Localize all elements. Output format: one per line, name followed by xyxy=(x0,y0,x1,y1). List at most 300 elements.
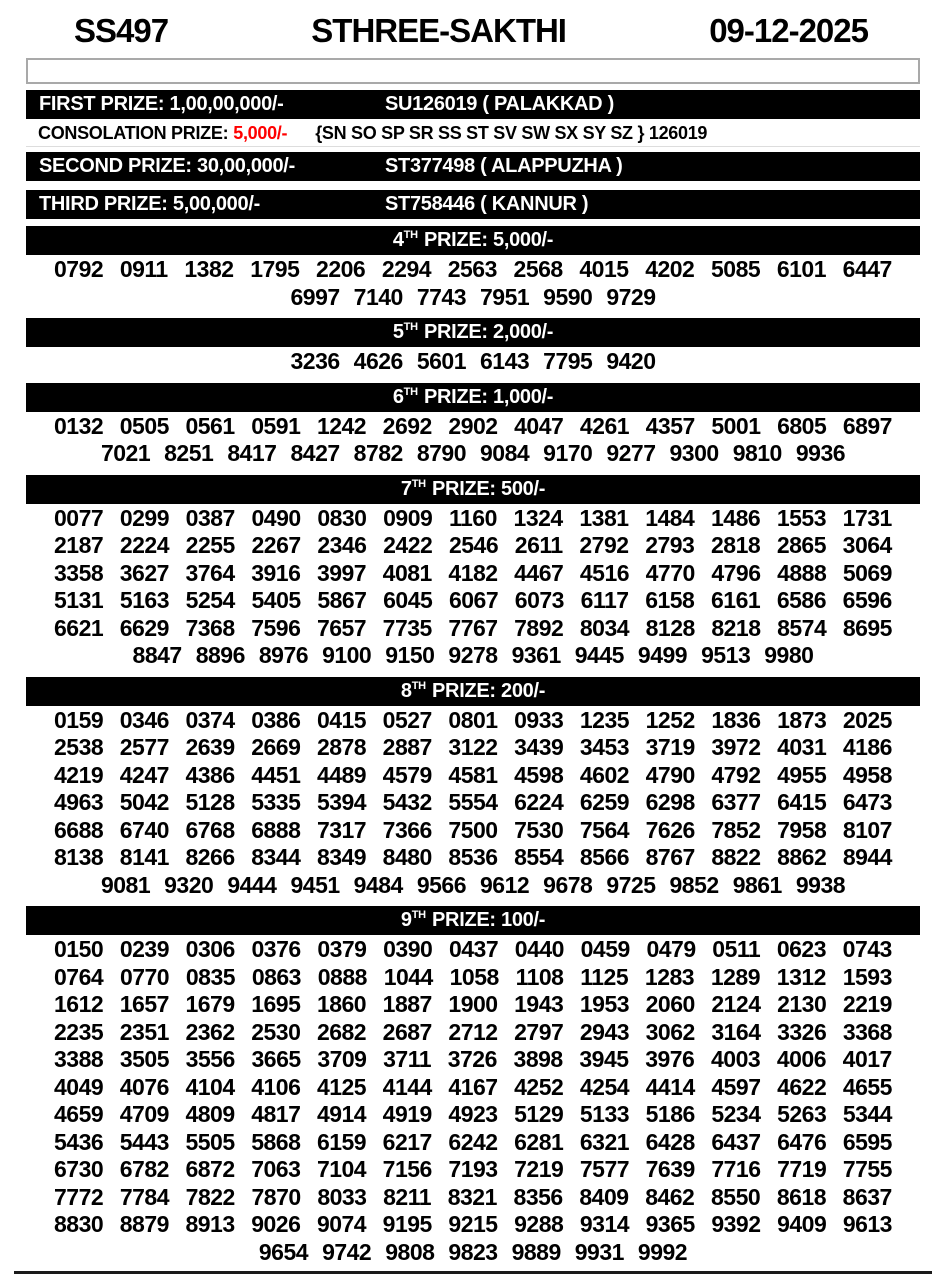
prize-number: 7657 xyxy=(316,614,367,641)
draw-code: SS497 xyxy=(74,12,169,49)
prize-number: 9484 xyxy=(353,871,403,898)
prize-number: 9810 xyxy=(732,440,782,466)
prize-number: 7564 xyxy=(579,816,630,843)
prize-number: 4144 xyxy=(382,1073,432,1100)
prize-numbers-row xyxy=(54,734,892,762)
prize-number: 5186 xyxy=(645,1101,695,1127)
prize-number: 4602 xyxy=(579,761,630,788)
prize-number: 9084 xyxy=(480,440,530,466)
prize-number: 8033 xyxy=(317,1183,367,1210)
prize-number: 2943 xyxy=(579,1018,630,1045)
prize-number: 6805 xyxy=(777,412,827,439)
prize-number: 0386 xyxy=(251,706,301,733)
prize-number: 2130 xyxy=(777,991,827,1017)
prize-number: 5601 xyxy=(416,348,466,374)
prize-number: 3665 xyxy=(251,1046,301,1072)
prize-tier-header xyxy=(26,906,920,935)
prize-numbers-row xyxy=(54,991,892,1019)
prize-number: 9451 xyxy=(290,871,340,898)
prize-number: 1324 xyxy=(513,504,563,531)
prize-number: 0591 xyxy=(251,412,301,439)
prize-number: 3711 xyxy=(383,1046,432,1072)
prize-numbers-row xyxy=(54,789,892,817)
prize-number: 4581 xyxy=(448,761,498,788)
prize-number: 6473 xyxy=(842,789,892,815)
prize-number: 5394 xyxy=(316,789,367,815)
prize-numbers-grid xyxy=(54,505,892,670)
prize-number: 3764 xyxy=(185,559,235,586)
prize-numbers-grid xyxy=(54,707,892,900)
prize-number: 2669 xyxy=(251,734,301,760)
prize-number: 7755 xyxy=(842,1156,892,1182)
prize-number: 4659 xyxy=(54,1101,104,1127)
prize-number: 8349 xyxy=(316,844,367,870)
prize-number: 2060 xyxy=(645,991,695,1017)
prize-number: 0479 xyxy=(646,936,696,962)
prize-number: 1160 xyxy=(448,504,497,531)
prize-number: 6596 xyxy=(842,587,892,613)
prize-number: 0132 xyxy=(54,412,104,439)
prize-number: 8344 xyxy=(251,844,301,870)
prize-number: 1836 xyxy=(711,706,761,733)
prize-number: 2865 xyxy=(776,532,827,558)
prize-number: 3916 xyxy=(251,559,301,586)
prize-number: 6595 xyxy=(842,1128,892,1155)
prize-number: 2692 xyxy=(382,412,432,439)
prize-number: 0561 xyxy=(185,412,235,439)
prize-number: 7530 xyxy=(514,816,564,843)
third-prize-bar xyxy=(26,190,920,219)
prize-number: 0830 xyxy=(317,504,367,531)
prize-number: 6415 xyxy=(777,789,827,815)
prize-number: 6629 xyxy=(119,614,169,641)
prize-number: 9150 xyxy=(385,642,435,668)
prize-number: 7366 xyxy=(382,816,432,843)
prize-number: 8830 xyxy=(54,1211,104,1237)
prize-number: 6621 xyxy=(54,614,104,641)
prize-number: 2682 xyxy=(316,1018,367,1045)
prize-number: 7193 xyxy=(448,1156,498,1182)
prize-number: 9889 xyxy=(511,1238,561,1265)
prize-number: 4031 xyxy=(777,734,827,760)
prize-number: 4182 xyxy=(448,559,498,586)
prize-number: 5069 xyxy=(842,559,892,586)
prize-number: 9100 xyxy=(322,642,372,668)
prize-number: 8356 xyxy=(513,1183,563,1210)
prize-number: 0801 xyxy=(448,706,498,733)
prize-number: 4106 xyxy=(251,1073,301,1100)
prize-numbers-row xyxy=(54,1046,892,1074)
prize-number: 1058 xyxy=(449,963,499,990)
prize-number: 4219 xyxy=(54,761,104,788)
prize-number: 9314 xyxy=(579,1211,630,1237)
prize-number: 9300 xyxy=(669,440,719,466)
prize-numbers-row xyxy=(54,1019,892,1047)
prize-number: 1252 xyxy=(645,706,695,733)
prize-number: 7104 xyxy=(316,1156,367,1182)
prize-number: 4247 xyxy=(119,761,169,788)
prize-number: 5254 xyxy=(185,587,235,613)
prize-number: 5133 xyxy=(579,1101,630,1127)
prize-number: 7743 xyxy=(416,283,466,310)
prize-tier-title: 7TH PRIZE: 500/- xyxy=(400,477,546,500)
prize-number: 0770 xyxy=(119,963,170,990)
prize-number: 6101 xyxy=(776,256,827,282)
prize-number: 4963 xyxy=(54,789,104,815)
prize-number: 1044 xyxy=(383,963,433,990)
prize-number: 8896 xyxy=(195,642,245,668)
prize-number: 5554 xyxy=(448,789,498,815)
prize-number: 0346 xyxy=(119,706,169,733)
prize-number: 6298 xyxy=(645,789,695,815)
prize-number: 1860 xyxy=(316,991,367,1017)
second-prize-label: SECOND PRIZE: 30,00,000/- xyxy=(39,155,295,177)
prize-number: 9320 xyxy=(164,871,214,898)
prize-number: 4622 xyxy=(777,1073,827,1100)
prize-number: 9513 xyxy=(701,642,751,668)
prize-number: 3945 xyxy=(579,1046,629,1072)
prize-number: 4386 xyxy=(185,761,235,788)
prize-numbers-row xyxy=(54,440,892,468)
prize-number: 7500 xyxy=(448,816,498,843)
prize-number: 9392 xyxy=(711,1211,761,1237)
prize-number: 0527 xyxy=(382,706,432,733)
first-prize-label: FIRST PRIZE: 1,00,00,000/- xyxy=(39,93,284,115)
prize-number: 5263 xyxy=(777,1101,827,1127)
first-prize-bar xyxy=(26,90,920,119)
prize-number: 4955 xyxy=(777,761,827,788)
prize-number: 7822 xyxy=(185,1183,235,1210)
prize-number: 3453 xyxy=(579,734,630,760)
prize-number: 4252 xyxy=(514,1073,564,1100)
prize-numbers-row xyxy=(54,587,892,615)
prize-number: 1612 xyxy=(54,991,104,1017)
prize-number: 5505 xyxy=(185,1128,235,1155)
prize-tier-header xyxy=(26,318,920,347)
prize-number: 7317 xyxy=(316,816,367,843)
prize-number: 8480 xyxy=(382,844,432,870)
prize-number: 2818 xyxy=(711,532,761,558)
consolation-series: {SN SO SP SR SS ST SV SW SX SY SZ } 126019 xyxy=(315,122,708,143)
prize-number: 7958 xyxy=(777,816,827,843)
prize-tier-title: 6TH PRIZE: 1,000/- xyxy=(392,385,554,408)
prize-tier-section xyxy=(0,383,946,468)
prize-number: 0376 xyxy=(251,936,301,962)
prize-number: 9215 xyxy=(448,1211,498,1237)
prize-number: 3726 xyxy=(447,1046,497,1072)
prize-number: 6740 xyxy=(119,816,169,843)
prize-number: 2422 xyxy=(383,532,433,558)
prize-number: 6159 xyxy=(316,1128,367,1155)
prize-number: 0888 xyxy=(317,963,367,990)
prize-number: 6067 xyxy=(448,587,499,613)
prize-number: 1381 xyxy=(579,504,629,531)
prize-number: 6888 xyxy=(251,816,301,843)
prize-number: 8695 xyxy=(842,614,892,641)
prize-numbers-row xyxy=(54,505,892,533)
prize-tier-section xyxy=(0,475,946,670)
prize-number: 0459 xyxy=(580,936,630,962)
prize-number: 7892 xyxy=(514,614,564,641)
prize-number: 3709 xyxy=(317,1046,367,1072)
prize-number: 8034 xyxy=(579,614,630,641)
prize-number: 8141 xyxy=(119,844,169,870)
prize-number: 7156 xyxy=(382,1156,432,1182)
prize-number: 4914 xyxy=(316,1101,367,1127)
prize-number: 0415 xyxy=(316,706,367,733)
prize-number: 4254 xyxy=(579,1073,630,1100)
prize-number: 5042 xyxy=(119,789,169,815)
prize-numbers-row xyxy=(54,1101,892,1129)
prize-number: 6377 xyxy=(711,789,761,815)
prize-number: 3388 xyxy=(54,1046,104,1072)
prize-number: 9742 xyxy=(322,1238,372,1265)
prize-number: 4796 xyxy=(711,559,761,586)
prize-number: 1943 xyxy=(514,991,564,1017)
prize-tier-header xyxy=(26,475,920,504)
prize-number: 4006 xyxy=(776,1046,827,1072)
prize-number: 4888 xyxy=(777,559,827,586)
third-prize-ticket: ST758446 ( KANNUR ) xyxy=(385,193,589,215)
prize-number: 6586 xyxy=(776,587,827,613)
prize-number: 2712 xyxy=(448,1018,498,1045)
prize-number: 2224 xyxy=(119,532,169,558)
prize-number: 1657 xyxy=(119,991,169,1017)
prize-number: 0390 xyxy=(383,936,433,962)
prize-numbers-row xyxy=(54,1156,892,1184)
prize-number: 8321 xyxy=(447,1183,497,1210)
prize-number: 9278 xyxy=(448,642,498,668)
prize-number: 1486 xyxy=(711,504,761,531)
prize-number: 5128 xyxy=(185,789,235,815)
prize-number: 7219 xyxy=(514,1156,564,1182)
prize-numbers-row xyxy=(54,532,892,560)
prize-tier-header xyxy=(26,226,920,255)
prize-number: 4597 xyxy=(711,1073,761,1100)
prize-number: 8211 xyxy=(383,1183,432,1210)
prize-number: 8427 xyxy=(290,440,340,466)
prize-number: 5001 xyxy=(711,412,761,439)
prize-number: 0440 xyxy=(514,936,564,962)
prize-number: 8138 xyxy=(54,844,104,870)
prize-number: 0306 xyxy=(185,936,235,962)
prize-tier-section xyxy=(0,318,946,376)
prize-number: 0387 xyxy=(185,504,235,531)
search-input[interactable] xyxy=(26,58,920,84)
prize-number: 4017 xyxy=(842,1046,892,1072)
prize-number: 7772 xyxy=(54,1183,104,1210)
prize-numbers-row xyxy=(54,284,892,312)
prize-number: 1283 xyxy=(644,963,695,990)
prize-number: 0933 xyxy=(514,706,564,733)
prize-number: 0743 xyxy=(842,936,892,962)
consolation-label: CONSOLATION PRIZE: xyxy=(38,122,229,143)
prize-number: 2639 xyxy=(185,734,235,760)
prize-number: 4579 xyxy=(382,761,432,788)
prize-number: 0792 xyxy=(54,256,104,282)
prize-number: 9992 xyxy=(637,1238,688,1265)
prize-number: 1887 xyxy=(382,991,432,1017)
prize-number: 4919 xyxy=(382,1101,432,1127)
prize-number: 6872 xyxy=(185,1156,235,1182)
prize-number: 5868 xyxy=(251,1128,301,1155)
prize-number: 3997 xyxy=(316,559,367,586)
prize-number: 3627 xyxy=(119,559,169,586)
prize-number: 9195 xyxy=(382,1211,432,1237)
prize-numbers-row xyxy=(54,642,892,670)
prize-number: 7795 xyxy=(543,348,593,374)
prize-number: 1235 xyxy=(579,706,630,733)
prize-number: 6259 xyxy=(579,789,630,815)
prize-number: 5344 xyxy=(842,1101,892,1127)
prize-number: 2267 xyxy=(251,532,301,558)
prize-number: 0239 xyxy=(119,936,169,962)
consolation-row xyxy=(26,120,920,147)
prize-number: 2887 xyxy=(382,734,432,760)
prize-numbers-grid xyxy=(54,936,892,1266)
prize-number: 1382 xyxy=(184,256,234,282)
prize-number: 9081 xyxy=(100,871,151,898)
prize-number: 4489 xyxy=(316,761,367,788)
prize-number: 8879 xyxy=(119,1211,169,1237)
prize-tier-title: 8TH PRIZE: 200/- xyxy=(400,679,546,702)
prize-number: 9823 xyxy=(448,1238,498,1265)
prize-number: 0505 xyxy=(119,412,169,439)
prize-number: 8409 xyxy=(579,1183,629,1210)
prize-number: 9613 xyxy=(842,1211,892,1237)
prize-number: 6768 xyxy=(185,816,235,843)
prize-number: 3122 xyxy=(448,734,498,760)
prize-number: 4817 xyxy=(251,1101,301,1127)
prize-numbers-row xyxy=(54,1129,892,1157)
prize-number: 1900 xyxy=(448,991,498,1017)
prize-numbers-row xyxy=(54,936,892,964)
prize-number: 5163 xyxy=(119,587,169,613)
prize-number: 9420 xyxy=(606,348,656,374)
prize-number: 8782 xyxy=(353,440,403,466)
prize-number: 9566 xyxy=(416,871,466,898)
prize-number: 7639 xyxy=(645,1156,695,1182)
prize-number: 3064 xyxy=(842,532,892,558)
prize-number: 0150 xyxy=(54,936,104,962)
prize-number: 0077 xyxy=(54,504,104,531)
prize-number: 1125 xyxy=(580,963,629,990)
prize-numbers-row xyxy=(54,707,892,735)
prize-number: 0863 xyxy=(251,963,301,990)
prize-number: 8266 xyxy=(185,844,235,870)
prize-number: 0437 xyxy=(448,936,499,962)
prize-number: 8790 xyxy=(416,440,466,466)
prize-number: 9808 xyxy=(385,1238,435,1265)
prize-number: 6782 xyxy=(119,1156,169,1182)
prize-number: 2568 xyxy=(513,256,563,282)
prize-number: 0835 xyxy=(185,963,236,990)
prize-number: 4809 xyxy=(185,1101,235,1127)
prize-number: 6437 xyxy=(711,1128,761,1155)
prize-number: 6117 xyxy=(580,587,629,613)
prize-number: 5405 xyxy=(251,587,301,613)
lower-prize-sections xyxy=(0,226,946,1266)
prize-number: 7767 xyxy=(448,614,498,641)
prize-number: 0909 xyxy=(383,504,433,531)
prize-numbers-row xyxy=(54,872,892,900)
prize-number: 5443 xyxy=(119,1128,169,1155)
prize-number: 4015 xyxy=(579,256,629,282)
prize-number: 4655 xyxy=(842,1073,892,1100)
prize-tier-title: 4TH PRIZE: 5,000/- xyxy=(392,229,554,251)
third-prize-label: THIRD PRIZE: 5,00,000/- xyxy=(39,193,260,215)
prize-number: 2687 xyxy=(382,1018,432,1045)
prize-number: 6217 xyxy=(382,1128,432,1155)
prize-number: 5131 xyxy=(54,587,104,613)
prize-number: 9931 xyxy=(574,1238,624,1265)
prize-number: 3505 xyxy=(119,1046,169,1072)
prize-number: 2294 xyxy=(381,256,432,282)
prize-numbers-row xyxy=(54,348,892,376)
prize-number: 1108 xyxy=(515,963,564,990)
prize-number: 2538 xyxy=(54,734,104,760)
prize-number: 4357 xyxy=(645,412,695,439)
prize-number: 2206 xyxy=(316,256,366,282)
prize-number: 1731 xyxy=(842,504,892,531)
prize-tier-header xyxy=(26,383,920,412)
prize-number: 8536 xyxy=(448,844,498,870)
prize-number: 8554 xyxy=(514,844,564,870)
prize-number: 0623 xyxy=(776,936,827,962)
prize-number: 1873 xyxy=(777,706,827,733)
prize-number: 9612 xyxy=(480,871,530,898)
first-prize-ticket: SU126019 ( PALAKKAD ) xyxy=(385,93,614,115)
prize-number: 4626 xyxy=(353,348,403,374)
prize-number: 7368 xyxy=(185,614,235,641)
prize-number: 6161 xyxy=(711,587,761,613)
prize-number: 4923 xyxy=(448,1101,498,1127)
page-header xyxy=(0,0,946,54)
prize-number: 3368 xyxy=(842,1018,892,1045)
prize-number: 8862 xyxy=(777,844,827,870)
prize-number: 5085 xyxy=(711,256,761,282)
prize-number: 1484 xyxy=(645,504,695,531)
prize-number: 6242 xyxy=(448,1128,498,1155)
prize-number: 8767 xyxy=(645,844,695,870)
prize-number: 9980 xyxy=(764,642,814,668)
prize-number: 0764 xyxy=(54,963,104,990)
prize-number: 2351 xyxy=(119,1018,169,1045)
prize-number: 4414 xyxy=(645,1073,695,1100)
prize-numbers-row xyxy=(54,817,892,845)
prize-number: 6428 xyxy=(645,1128,695,1155)
prize-numbers-row xyxy=(54,1074,892,1102)
prize-number: 6158 xyxy=(645,587,695,613)
prize-number: 6143 xyxy=(480,348,530,374)
prize-number: 3556 xyxy=(185,1046,235,1072)
prize-number: 4598 xyxy=(514,761,564,788)
prize-number: 1553 xyxy=(776,504,827,531)
prize-number: 9361 xyxy=(511,642,561,668)
prize-number: 0911 xyxy=(119,256,168,282)
prize-number: 2025 xyxy=(842,706,892,733)
prize-number: 7577 xyxy=(579,1156,630,1182)
consolation-amount: 5,000/- xyxy=(233,122,288,143)
prize-number: 8574 xyxy=(777,614,827,641)
prize-numbers-row xyxy=(54,964,892,992)
prize-number: 1593 xyxy=(842,963,892,990)
prize-number: 5335 xyxy=(251,789,301,815)
prize-number: 0490 xyxy=(251,504,301,531)
prize-number: 6447 xyxy=(842,256,892,282)
prize-number: 9654 xyxy=(258,1238,309,1265)
prize-number: 7784 xyxy=(119,1183,169,1210)
